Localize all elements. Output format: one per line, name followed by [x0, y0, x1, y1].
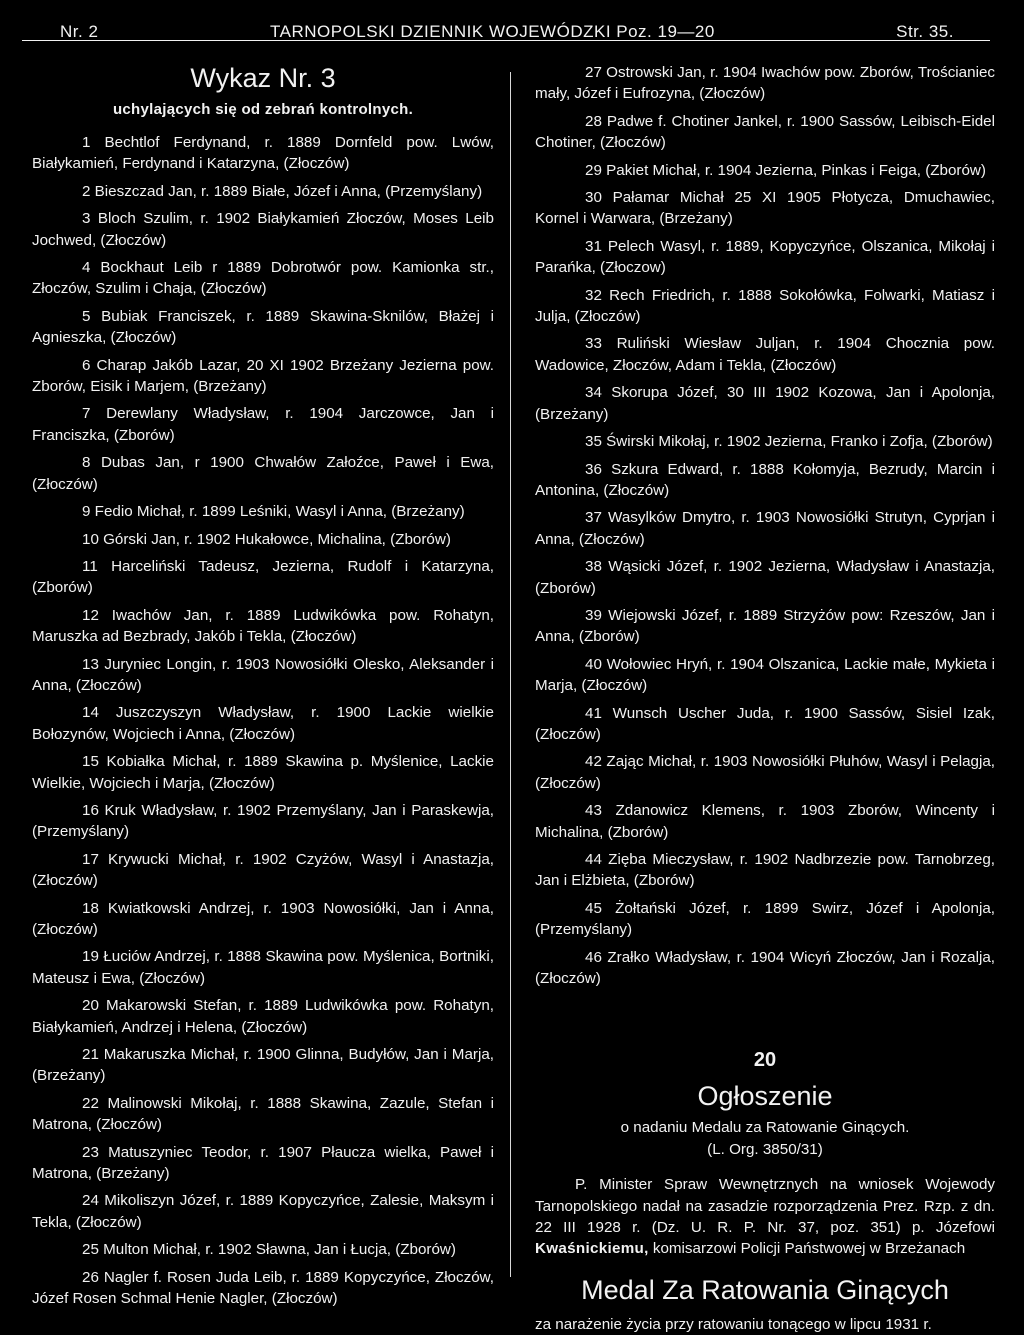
list-entry: 40 Wołowiec Hryń, r. 1904 Olszanica, Lackie małe, Mykieta i Marja, (Złoczów) — [535, 655, 995, 695]
list-entry: 13 Juryniec Longin, r. 1903 Nowosiółki Olesko, Aleksander i Anna, (Złoczów) — [32, 655, 494, 694]
list-entry: 30 Pałamar Michał 25 XI 1905 Płotycza, Dmuchawiec, Kornel i Warwara, (Brzeżany) — [535, 189, 995, 228]
list-entry: 18 Kwiatkowski Andrzej, r. 1903 Nowosiółki, Jan i Anna, (Złoczów) — [32, 899, 494, 938]
list-entry: 39 Wiejowski Józef, r. 1889 Strzyżów pow: Rzeszów, Jan i Anna, (Zborów) — [535, 606, 995, 646]
list-entry: 45 Żołtański Józef, r. 1899 Swirz, Józef i Apolonja, (Przemyślany) — [535, 899, 995, 939]
list-entry: 21 Makaruszka Michał, r. 1900 Glinna, Budyłów, Jan i Marja, (Brzeżany) — [32, 1046, 494, 1085]
list-entry: 33 Ruliński Wiesław Juljan, r. 1904 Chocznia pow. Wadowice, Złoczów, Adam i Tekla, (Złoczów) — [535, 335, 995, 374]
list-entry: 9 Fedio Michał, r. 1899 Leśniki, Wasyl i Anna, (Brzeżany) — [82, 503, 465, 521]
list-title: Wykaz Nr. 3 — [190, 63, 336, 93]
list-entry: 5 Bubiak Franciszek, r. 1889 Skawina-Sknilów, Błażej i Agnieszka, (Złoczów) — [32, 307, 494, 347]
list-entry: 16 Kruk Władysław, r. 1902 Przemyślany, Jan i Paraskewja, (Przemyślany) — [32, 801, 494, 841]
list-entry: 38 Wąsicki Józef, r. 1902 Jezierna, Władysław i Anastazja, (Zborów) — [535, 558, 995, 597]
notice-body — [535, 1174, 995, 1260]
list-entry: 27 Ostrowski Jan, r. 1904 Iwachów pow. Zborów, Trościaniec mały, Józef i Eufrozyna, (Złoczów) — [535, 64, 995, 103]
list-entry: 17 Krywucki Michał, r. 1902 Czyżów, Wasyl i Anastazja, (Złoczów) — [32, 850, 494, 890]
list-entry: 14 Juszczyszyn Władysław, r. 1900 Lackie wielkie Bołozynów, Wojciech i Anna, (Złoczów) — [32, 704, 494, 743]
page-header — [30, 10, 994, 44]
right-column — [535, 62, 995, 1335]
page-number-label: Nr. 2 — [60, 22, 99, 41]
medal-title: Medal Za Ratowania Ginących — [581, 1274, 949, 1305]
header-rule — [22, 40, 990, 41]
list-entry: 32 Rech Friedrich, r. 1888 Sokołówka, Folwarki, Matiasz i Julja, (Złoczów) — [535, 286, 995, 326]
list-entry: 22 Malinowski Mikołaj, r. 1888 Skawina, Zazule, Stefan i Matrona, (Złoczów) — [32, 1094, 494, 1134]
list-entry: 46 Zrałko Władysław, r. 1904 Wicyń Złoczów, Jan i Rozalja, (Złoczów) — [535, 948, 995, 988]
entry-list-left — [32, 132, 494, 1310]
page-reference: Str. 35. — [896, 22, 954, 41]
list-entry: 4 Bockhaut Leib r 1889 Dobrotwór pow. Kamionka str., Złoczów, Szulim i Chaja, (Złoczów) — [32, 259, 494, 298]
left-column — [32, 62, 494, 1316]
notice-title: Ogłoszenie — [697, 1081, 833, 1112]
list-entry: 25 Multon Michał, r. 1902 Sławna, Jan i Łucja, (Zborów) — [82, 1241, 456, 1259]
list-entry: 26 Nagler f. Rosen Juda Leib, r. 1889 Kopyczyńce, Złoczów, Józef Rosen Schmal Henie Nagler, (Złoczów) — [32, 1268, 494, 1308]
notice-body-text-end: komisarzowi Policji Państwowej w Brzeżanach — [648, 1240, 966, 1258]
list-entry: 20 Makarowski Stefan, r. 1889 Ludwikówka pow. Rohatyn, Białykamień, Andrzej i Helena, (Złoczów) — [32, 997, 494, 1036]
list-entry: 41 Wunsch Uscher Juda, r. 1900 Sassów, Sisiel Izak, (Złoczów) — [535, 704, 995, 743]
notice-number: 20 — [753, 1049, 777, 1072]
list-entry: 23 Matuszyniec Teodor, r. 1907 Płaucza wielka, Paweł i Matrona, (Brzeżany) — [32, 1143, 494, 1183]
list-entry: 1 Bechtlof Ferdynand, r. 1889 Dornfeld pow. Lwów, Białykamień, Ferdynand i Katarzyna, (Złoczów) — [32, 134, 494, 173]
list-entry: 10 Górski Jan, r. 1902 Hukałowce, Michalina, (Zborów) — [82, 530, 451, 548]
list-entry: 2 Bieszczad Jan, r. 1889 Białe, Józef i Anna, (Przemyślany) — [82, 182, 483, 200]
list-entry: 34 Skorupa Józef, 30 III 1902 Kozowa, Jan i Apolonja, (Brzeżany) — [535, 384, 995, 423]
list-entry: 42 Zając Michał, r. 1903 Nowosiółki Płuhów, Wasyl i Pelagja, (Złoczów) — [535, 753, 995, 792]
notice-reference: (L. Org. 3850/31) — [707, 1140, 823, 1158]
list-entry: 24 Mikoliszyn Józef, r. 1889 Kopyczyńce, Zalesie, Maksym i Tekla, (Złoczów) — [32, 1192, 494, 1231]
column-divider — [510, 72, 511, 1277]
list-entry: 36 Szkura Edward, r. 1888 Kołomyja, Bezrudy, Marcin i Antonina, (Złoczów) — [535, 460, 995, 499]
awardee-name: Kwaśnickiemu, — [535, 1240, 649, 1258]
list-entry: 44 Zięba Mieczysław, r. 1902 Nadbrzezie pow. Tarnobrzeg, Jan i Elżbieta, (Zborów) — [535, 851, 995, 890]
list-entry: 6 Charap Jakób Lazar, 20 XI 1902 Brzeżany Jezierna pow. Zborów, Eisik i Marjem, (Brzeżany) — [32, 356, 494, 396]
list-entry: 29 Pakiet Michał, r. 1904 Jezierna, Pinkas i Feiga, (Zborów) — [585, 161, 986, 179]
notice-subject: o nadaniu Medalu za Ratowanie Ginących. — [620, 1119, 910, 1137]
list-entry: 43 Zdanowicz Klemens, r. 1903 Zborów, Wincenty i Michalina, (Zborów) — [535, 802, 995, 841]
list-entry: 31 Pelech Wasyl, r. 1889, Kopyczyńce, Olszanica, Mikołaj i Parańka, (Złoczow) — [535, 237, 995, 277]
journal-title: TARNOPOLSKI DZIENNIK WOJEWÓDZKI Poz. 19—20 — [270, 22, 715, 41]
list-entry: 15 Kobiałka Michał, r. 1889 Skawina p. Myślenice, Lackie Wielkie, Wojciech i Marja, (Złoczów) — [32, 753, 494, 792]
list-subtitle: uchylających się od zebrań kontrolnych. — [112, 101, 414, 118]
medal-reason: za narażenie życia przy ratowaniu tonącego w lipcu 1931 r. — [535, 1315, 932, 1333]
list-entry: 8 Dubas Jan, r 1900 Chwałów Załoźce, Paweł i Ewa, (Złoczów) — [32, 454, 494, 493]
list-entry: 12 Iwachów Jan, r. 1889 Ludwikówka pow. Rohatyn, Maruszka ad Bezbrady, Jakób i Tekla, (Złoczów) — [32, 606, 494, 646]
entry-list-right — [535, 62, 995, 989]
notice-body-text: P. Minister Spraw Wewnętrznych na wniosek Wojewody Tarnopolskiego nadał na zasadzie rozporządzenia Prez. Rzp. z dn. 22 III 1928 r. (Dz. U. R. P. Nr. 37, poz. 351) p. Józefowi — [535, 1176, 995, 1237]
list-entry: 19 Łuciów Andrzej, r. 1888 Skawina pow. Myślenica, Bortniki, Mateusz i Ewa, (Złoczów) — [32, 948, 494, 987]
list-entry: 28 Padwe f. Chotiner Jankel, r. 1900 Sassów, Leibisch-Eidel Chotiner, (Złoczów) — [535, 112, 995, 152]
list-entry: 11 Harceliński Tadeusz, Jezierna, Rudolf i Katarzyna, (Zborów) — [32, 557, 494, 597]
list-entry: 3 Bloch Szulim, r. 1902 Białykamień Złoczów, Moses Leib Jochwed, (Złoczów) — [32, 210, 494, 249]
list-entry: 35 Świrski Mikołaj, r. 1902 Jezierna, Franko i Zofja, (Zborów) — [585, 433, 993, 451]
list-entry: 37 Wasylków Dmytro, r. 1903 Nowosiółki Strutyn, Cyprjan i Anna, (Złoczów) — [535, 509, 995, 548]
list-entry: 7 Derewlany Władysław, r. 1904 Jarczowce, Jan i Franciszka, (Zborów) — [32, 405, 494, 444]
